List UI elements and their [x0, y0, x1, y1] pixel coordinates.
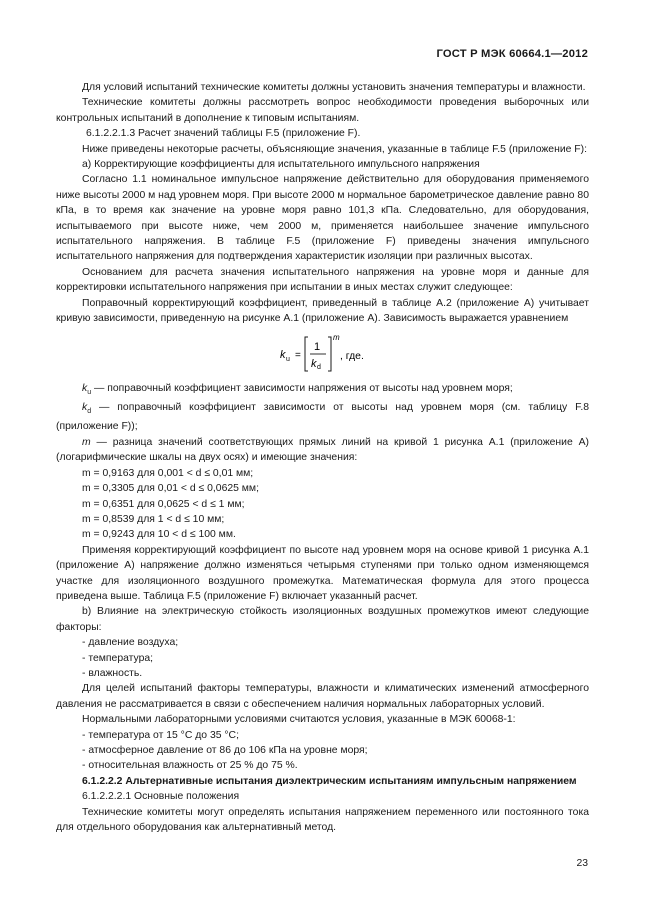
paragraph: Нормальными лабораторными условиями считаются условия, указанные в МЭК 60068-1: — [82, 714, 516, 726]
list-item: - температура; — [82, 652, 154, 664]
formula-bracket-right — [328, 337, 331, 371]
paragraph: Для целей испытаний факторы температуры, влажности и климатических изменений атмосферного давления не рассматривается в связи с обеспечением наличия нормальных лабораторных условий. — [56, 683, 589, 710]
paragraph: Применяя корректирующий коэффициент по высоте над уровнем моря на основе кривой 1 рисунка А.1 (приложение А) напряжение должно изменяться четырьмя ступенями при только одном изменяющемся участке для изоляционного воздушного промежутка. Математическая формула для этого процесса приведена выше. Таблица F.5 (приложение F) включает указанный расчет. — [56, 544, 589, 602]
list-item: - атмосферное давление от 86 до 106 кПа на уровне моря; — [82, 745, 368, 756]
list-item: - давление воздуха; — [82, 637, 179, 649]
paragraph: Основанием для расчета значения испытательного напряжения на уровне моря и данные для корректировки испытательного напряжения при испытании в иных местах служит следующее: — [56, 266, 589, 294]
formula-exponent: m — [333, 332, 340, 342]
page-number: 23 — [576, 858, 588, 869]
formula-block — [56, 331, 589, 377]
m-value-item: m = 0,9163 для 0,001 < d ≤ 0,01 мм; — [82, 467, 254, 479]
paragraph: b) Влияние на электрическую стойкость изоляционных воздушных промежутков имеют следующие факторы: — [56, 606, 589, 633]
formula-denominator: k — [311, 357, 317, 370]
document-body — [56, 80, 589, 835]
m-value-item: m = 0,3305 для 0,01 < d ≤ 0,0625 мм; — [82, 483, 259, 495]
m-value-item: m = 0,8539 для 1 < d ≤ 10 мм; — [82, 513, 225, 525]
document-header: ГОСТ Р МЭК 60664.1—2012 — [436, 48, 588, 60]
paragraph: Поправочный корректирующий коэффициент, приведенный в таблице А.2 (приложение А) учитывает кривую зависимости, приведенную на рисунке А.1 (приложение А). Зависимость выражается уравнением — [56, 297, 589, 325]
m-value-item: m = 0,9243 для 10 < d ≤ 100 мм. — [82, 529, 236, 541]
list-item: - относительная влажность от 25 % до 75 %. — [82, 760, 298, 772]
paragraph: а) Корректирующие коэффициенты для испытательного импульсного напряжения — [82, 159, 480, 171]
formula-lhs-sub: u — [286, 355, 290, 363]
formula-lhs: k — [280, 348, 286, 361]
definition-m: m — разница значений соответствующих прямых линий на кривой 1 рисунка А.1 (приложение А) (логарифмические шкалы на двух осях) и имеющие значения: — [56, 436, 589, 464]
list-item: - влажность. — [82, 667, 143, 679]
formula-ku — [280, 331, 400, 377]
paragraph: Согласно 1.1 номинальное импульсное напряжение действительно для оборудования применяемого ниже высоты 2000 м над уровнем моря. При высоте 2000 м нормальное барометрическое давление равно 80 кПа, в то время как значение на уровне моря равно 101,3 кПа. Следовательно, для оборудования, испытываемого при высоте ниже, чем 2000 м, применяется наибольшее значение импульсного испытательного напряжения. В таблице F.5 (приложение F) приведены значения импульсного испытательного напряжения для подтверждения характеристик изоляции при различных высотах. — [56, 174, 589, 263]
paragraph: Технические комитеты могут определять испытания напряжением переменного или постоянного тока для отдельного оборудования как альтернативный метод. — [56, 806, 589, 834]
section-heading: 6.1.2.2.2 Альтернативные испытания диэлектрическим испытаниям импульсным напряжением — [82, 775, 577, 787]
paragraph: Ниже приведены некоторые расчеты, объясняющие значения, указанные в таблице F.5 (приложение F): — [82, 143, 587, 155]
section-heading: 6.1.2.2.1.3 Расчет значений таблицы F.5 (приложение F). — [86, 128, 361, 140]
paragraph: Технические комитеты должны рассмотреть вопрос необходимости проведения выборочных или контрольных испытаний в дополнение к типовым испытаниям. — [56, 97, 589, 124]
formula-denominator-sub: d — [317, 363, 321, 371]
definition-ku: $k_u$ — поправочный коэффициент зависимости напряжения от высоты над уровнем моря; — [82, 382, 513, 396]
formula-eq: = — [295, 349, 301, 361]
paragraph: Для условий испытаний технические комитеты должны установить значения температуры и влажности. — [82, 82, 586, 93]
list-item: - температура от 15 °С до 35 °С; — [82, 729, 239, 741]
section-heading: 6.1.2.2.2.1 Основные положения — [82, 791, 240, 803]
definition-kd: $k_d$ — поправочный коэффициент зависимости от высоты над уровнем моря (см. таблицу F.8 (приложение F)); — [56, 401, 589, 433]
formula-bracket-left — [305, 337, 308, 371]
m-value-item: m = 0,6351 для 0,0625 < d ≤ 1 мм; — [82, 498, 245, 510]
formula-tail: , где. — [340, 350, 364, 362]
formula-numerator: 1 — [314, 340, 321, 353]
